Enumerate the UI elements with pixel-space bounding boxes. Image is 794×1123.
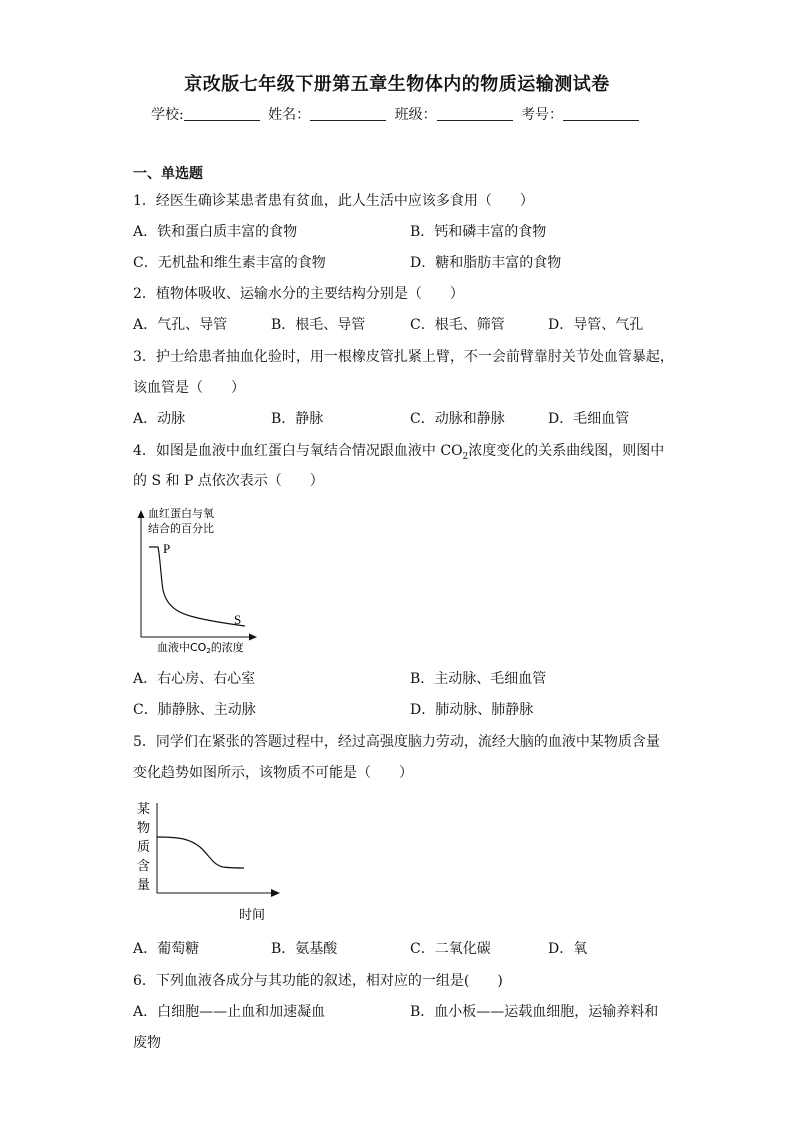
- question-6-stem: 6．下列血液各成分与其功能的叙述，相对应的一组是( ): [133, 973, 503, 989]
- co2-subscript: 2: [462, 451, 469, 462]
- question-2-option-c: C．根毛、筛管: [410, 317, 505, 333]
- question-4-stem-line-2: 的 S 和 P 点依次表示（ ）: [133, 473, 324, 489]
- question-2-stem: 2．植物体吸收、运输水分的主要结构分别是（ ）: [133, 286, 464, 302]
- question-4-option-b: B．主动脉、毛细血管: [410, 671, 547, 687]
- question-3-option-c: C．动脉和静脉: [410, 411, 505, 427]
- question-1-option-b: B．钙和磷丰富的食物: [410, 224, 547, 240]
- content-curve: [157, 837, 244, 868]
- question-4-option-c: C．肺静脉、主动脉: [133, 702, 256, 718]
- question-5-option-d: D．氧: [548, 941, 588, 957]
- graph-y-char-3: 质: [137, 840, 151, 855]
- exam-title: 京改版七年级下册第五章生物体内的物质运输测试卷: [184, 74, 610, 95]
- point-p-label: P: [163, 541, 171, 556]
- question-6-option-a: A．白细胞——止血和加速凝血: [133, 1004, 326, 1020]
- question-2-option-a: A．气孔、导管: [133, 317, 228, 333]
- question-5-option-c: C．二氧化碳: [410, 941, 491, 957]
- question-4-stem-text: 4．如图是血液中血红蛋白与氧结合情况跟血液中 CO: [133, 443, 463, 459]
- question-3-stem-line-1: 3．护士给患者抽血化验时，用一根橡皮管扎紧上臂，不一会前臂靠肘关节处血管暴起，: [133, 349, 674, 365]
- question-4-stem-line-1: [133, 442, 664, 466]
- graph-x-label: [157, 640, 244, 655]
- school-label: 学校:: [150, 107, 184, 123]
- question-1-option-d: D．糖和脂肪丰富的食物: [410, 255, 562, 271]
- y-axis-arrow: [138, 510, 145, 518]
- x-axis-arrow: [271, 889, 280, 897]
- question-4-option-a: A．右心房、右心室: [133, 671, 256, 687]
- graph-y-char-4: 含: [137, 859, 151, 874]
- question-4-stem-text-cont: 浓度变化的关系曲线图，则图中: [468, 443, 665, 459]
- graph-y-char-2: 物: [137, 821, 151, 836]
- question-1-option-a: A．铁和蛋白质丰富的食物: [133, 224, 298, 240]
- question-5-option-b: B．氨基酸: [271, 941, 338, 957]
- question-6-option-b: B．血小板——运载血细胞，运输养料和: [410, 1004, 659, 1020]
- question-4-option-d: D．肺动脉、肺静脉: [410, 702, 534, 718]
- student-info-line: [0, 104, 794, 124]
- question-1-option-c: C．无机盐和维生素丰富的食物: [133, 255, 326, 271]
- question-3-stem-line-2: 该血管是（ ）: [133, 380, 245, 396]
- graph-x-label-sub: 2: [206, 647, 211, 655]
- graph-y-char-5: 量: [137, 878, 151, 893]
- oxygen-curve: [149, 547, 245, 626]
- question-6-option-b-continued: 废物: [133, 1035, 161, 1051]
- substance-content-graph: [125, 795, 285, 930]
- question-1-stem: 1．经医生确诊某患者患有贫血，此人生活中应该多食用（ ）: [133, 193, 534, 209]
- hemoglobin-oxygen-graph: [120, 500, 270, 660]
- question-5-stem-line-2: 变化趋势如图所示，该物质不可能是（ ）: [133, 765, 413, 781]
- x-axis-arrow: [249, 634, 257, 641]
- question-2-option-b: B．根毛、导管: [271, 317, 366, 333]
- question-3-option-d: D．毛细血管: [548, 411, 630, 427]
- question-2-option-d: D．导管、气孔: [548, 317, 644, 333]
- question-5-stem-line-1: 5．同学们在紧张的答题过程中，经过高强度脑力劳动，流经大脑的血液中某物质含量: [133, 734, 660, 750]
- question-3-option-b: B．静脉: [271, 411, 324, 427]
- question-3-option-a: A．动脉: [133, 411, 186, 427]
- graph-y-label-line-2: 结合的百分比: [148, 522, 214, 535]
- class-label: 班级：: [394, 107, 437, 123]
- name-blank[interactable]: [310, 106, 386, 121]
- school-blank[interactable]: [184, 106, 260, 121]
- question-5-option-a: A．葡萄糖: [133, 941, 200, 957]
- name-label: 姓名：: [268, 107, 311, 123]
- graph-y-label-line-1: 血红蛋白与氧: [148, 507, 214, 520]
- number-label: 考号：: [521, 107, 564, 123]
- graph-y-char-1: 某: [137, 802, 151, 817]
- class-blank[interactable]: [437, 106, 513, 121]
- point-s-label: S: [234, 612, 242, 627]
- graph-x-label: 时间: [239, 908, 266, 923]
- section-heading: 一、单选题: [133, 166, 203, 182]
- graph-x-label-text-cont: 的浓度: [210, 641, 244, 654]
- number-blank[interactable]: [563, 106, 639, 121]
- graph-x-label-text: 血液中CO: [157, 641, 207, 654]
